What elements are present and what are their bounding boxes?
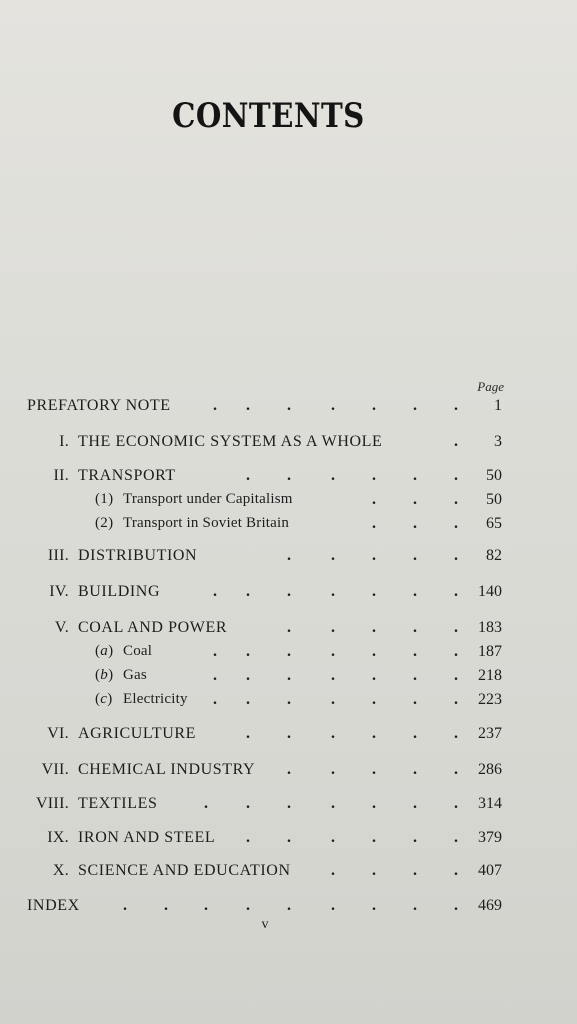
toc-entry-page-number: 3	[494, 433, 502, 450]
toc-entry	[0, 725, 577, 749]
toc-entry-number: VI.	[47, 725, 69, 742]
toc-entry-title: Transport in Soviet Britain	[123, 515, 290, 531]
dot-leader: .	[454, 433, 458, 450]
dot-leader: . . . . . . .	[213, 691, 458, 708]
dot-leader: . . .	[372, 515, 458, 532]
toc-entry-title: CHEMICAL INDUSTRY	[78, 761, 256, 778]
dot-leader: . . . . . . .	[213, 667, 458, 684]
toc-entry-page-number: 50	[486, 467, 502, 484]
toc-entry	[0, 862, 577, 886]
toc-entry	[0, 467, 577, 491]
toc-entry-number: (2)	[95, 515, 114, 531]
toc-entry-number: (a)	[95, 643, 114, 659]
toc-entry-title: SCIENCE AND EDUCATION	[78, 862, 291, 879]
toc-entry-title: TEXTILES	[78, 795, 158, 812]
dot-leader: . . . . .	[287, 619, 458, 636]
toc-entry-page-number: 379	[478, 829, 502, 846]
dot-leader: . . . . . . .	[213, 397, 458, 414]
toc-entry-page-number: 50	[486, 491, 502, 508]
dot-leader: . . . . . .	[246, 725, 458, 742]
toc-entry-number: V.	[54, 619, 69, 636]
toc-entry-title: IRON AND STEEL	[78, 829, 216, 846]
dot-leader: . . . . .	[287, 761, 458, 778]
toc-entry-page-number: 187	[478, 643, 502, 660]
toc-entry-number: IV.	[49, 583, 69, 600]
toc-entry-page-number: 407	[478, 862, 502, 879]
toc-entry-title: BUILDING	[78, 583, 161, 600]
toc-entry-page-number: 1	[494, 397, 502, 414]
toc-entry	[0, 691, 577, 715]
toc-entry-page-number: 65	[486, 515, 502, 532]
toc-entry-page-number: 218	[478, 667, 502, 684]
toc-entry-title: THE ECONOMIC SYSTEM AS A WHOLE	[78, 433, 383, 450]
toc-entry-number: (1)	[95, 491, 114, 507]
toc-entry-page-number: 223	[478, 691, 502, 708]
toc-entry-title: PREFATORY NOTE	[27, 397, 171, 414]
toc-entry-title: Coal	[123, 643, 153, 659]
toc-entry	[0, 619, 577, 643]
toc-entry	[0, 515, 577, 539]
toc-entry	[0, 397, 577, 421]
toc-entry-title: COAL AND POWER	[78, 619, 228, 636]
toc-entry-page-number: 469	[478, 897, 502, 914]
toc-entry	[0, 761, 577, 785]
toc-entry-title: INDEX	[27, 897, 80, 914]
dot-leader: . . . . .	[287, 547, 458, 564]
dot-leader: . . . . . . . . .	[123, 897, 458, 914]
toc-entry	[0, 547, 577, 571]
toc-entry-title: AGRICULTURE	[78, 725, 197, 742]
toc-entry	[0, 643, 577, 667]
toc-entry-page-number: 286	[478, 761, 502, 778]
toc-entry-title: Electricity	[123, 691, 188, 707]
folio-page-number: v	[261, 917, 269, 932]
toc-entry-page-number: 82	[486, 547, 502, 564]
dot-leader: . . .	[372, 491, 458, 508]
toc-entry-number: VIII.	[35, 795, 69, 812]
dot-leader: . . . . . .	[246, 829, 458, 846]
toc-entry-page-number: 183	[478, 619, 502, 636]
toc-entry-title: Gas	[123, 667, 147, 683]
dot-leader: . . . .	[331, 862, 458, 879]
toc-entry-number: I.	[59, 433, 69, 450]
dot-leader: . . . . . . .	[213, 643, 458, 660]
dot-leader: . . . . . . .	[213, 583, 458, 600]
toc-entry-number: IX.	[47, 829, 69, 846]
toc-entry-title: Transport under Capitalism	[123, 491, 293, 507]
toc-entry-number: III.	[47, 547, 69, 564]
toc-entry-number: II.	[53, 467, 69, 484]
toc-entry	[0, 667, 577, 691]
toc-entry-title: DISTRIBUTION	[78, 547, 198, 564]
toc-entry-title: TRANSPORT	[78, 467, 176, 484]
dot-leader: . . . . . . .	[204, 795, 458, 812]
toc-entry-number: X.	[52, 862, 69, 879]
toc-entry-number: VII.	[41, 761, 69, 778]
toc-entry-number: (b)	[95, 667, 114, 683]
toc-entry-page-number: 237	[478, 725, 502, 742]
toc-entry	[0, 491, 577, 515]
toc-entry	[0, 583, 577, 607]
toc-entry	[0, 795, 577, 819]
page-title: CONTENTS	[172, 96, 365, 136]
page-column-label: Page	[477, 379, 504, 394]
toc-entry-number: (c)	[95, 691, 113, 707]
toc-entry-page-number: 314	[478, 795, 502, 812]
toc-entry	[0, 433, 577, 457]
toc-entry-page-number: 140	[478, 583, 502, 600]
dot-leader: . . . . . .	[246, 467, 458, 484]
toc-entry	[0, 829, 577, 853]
